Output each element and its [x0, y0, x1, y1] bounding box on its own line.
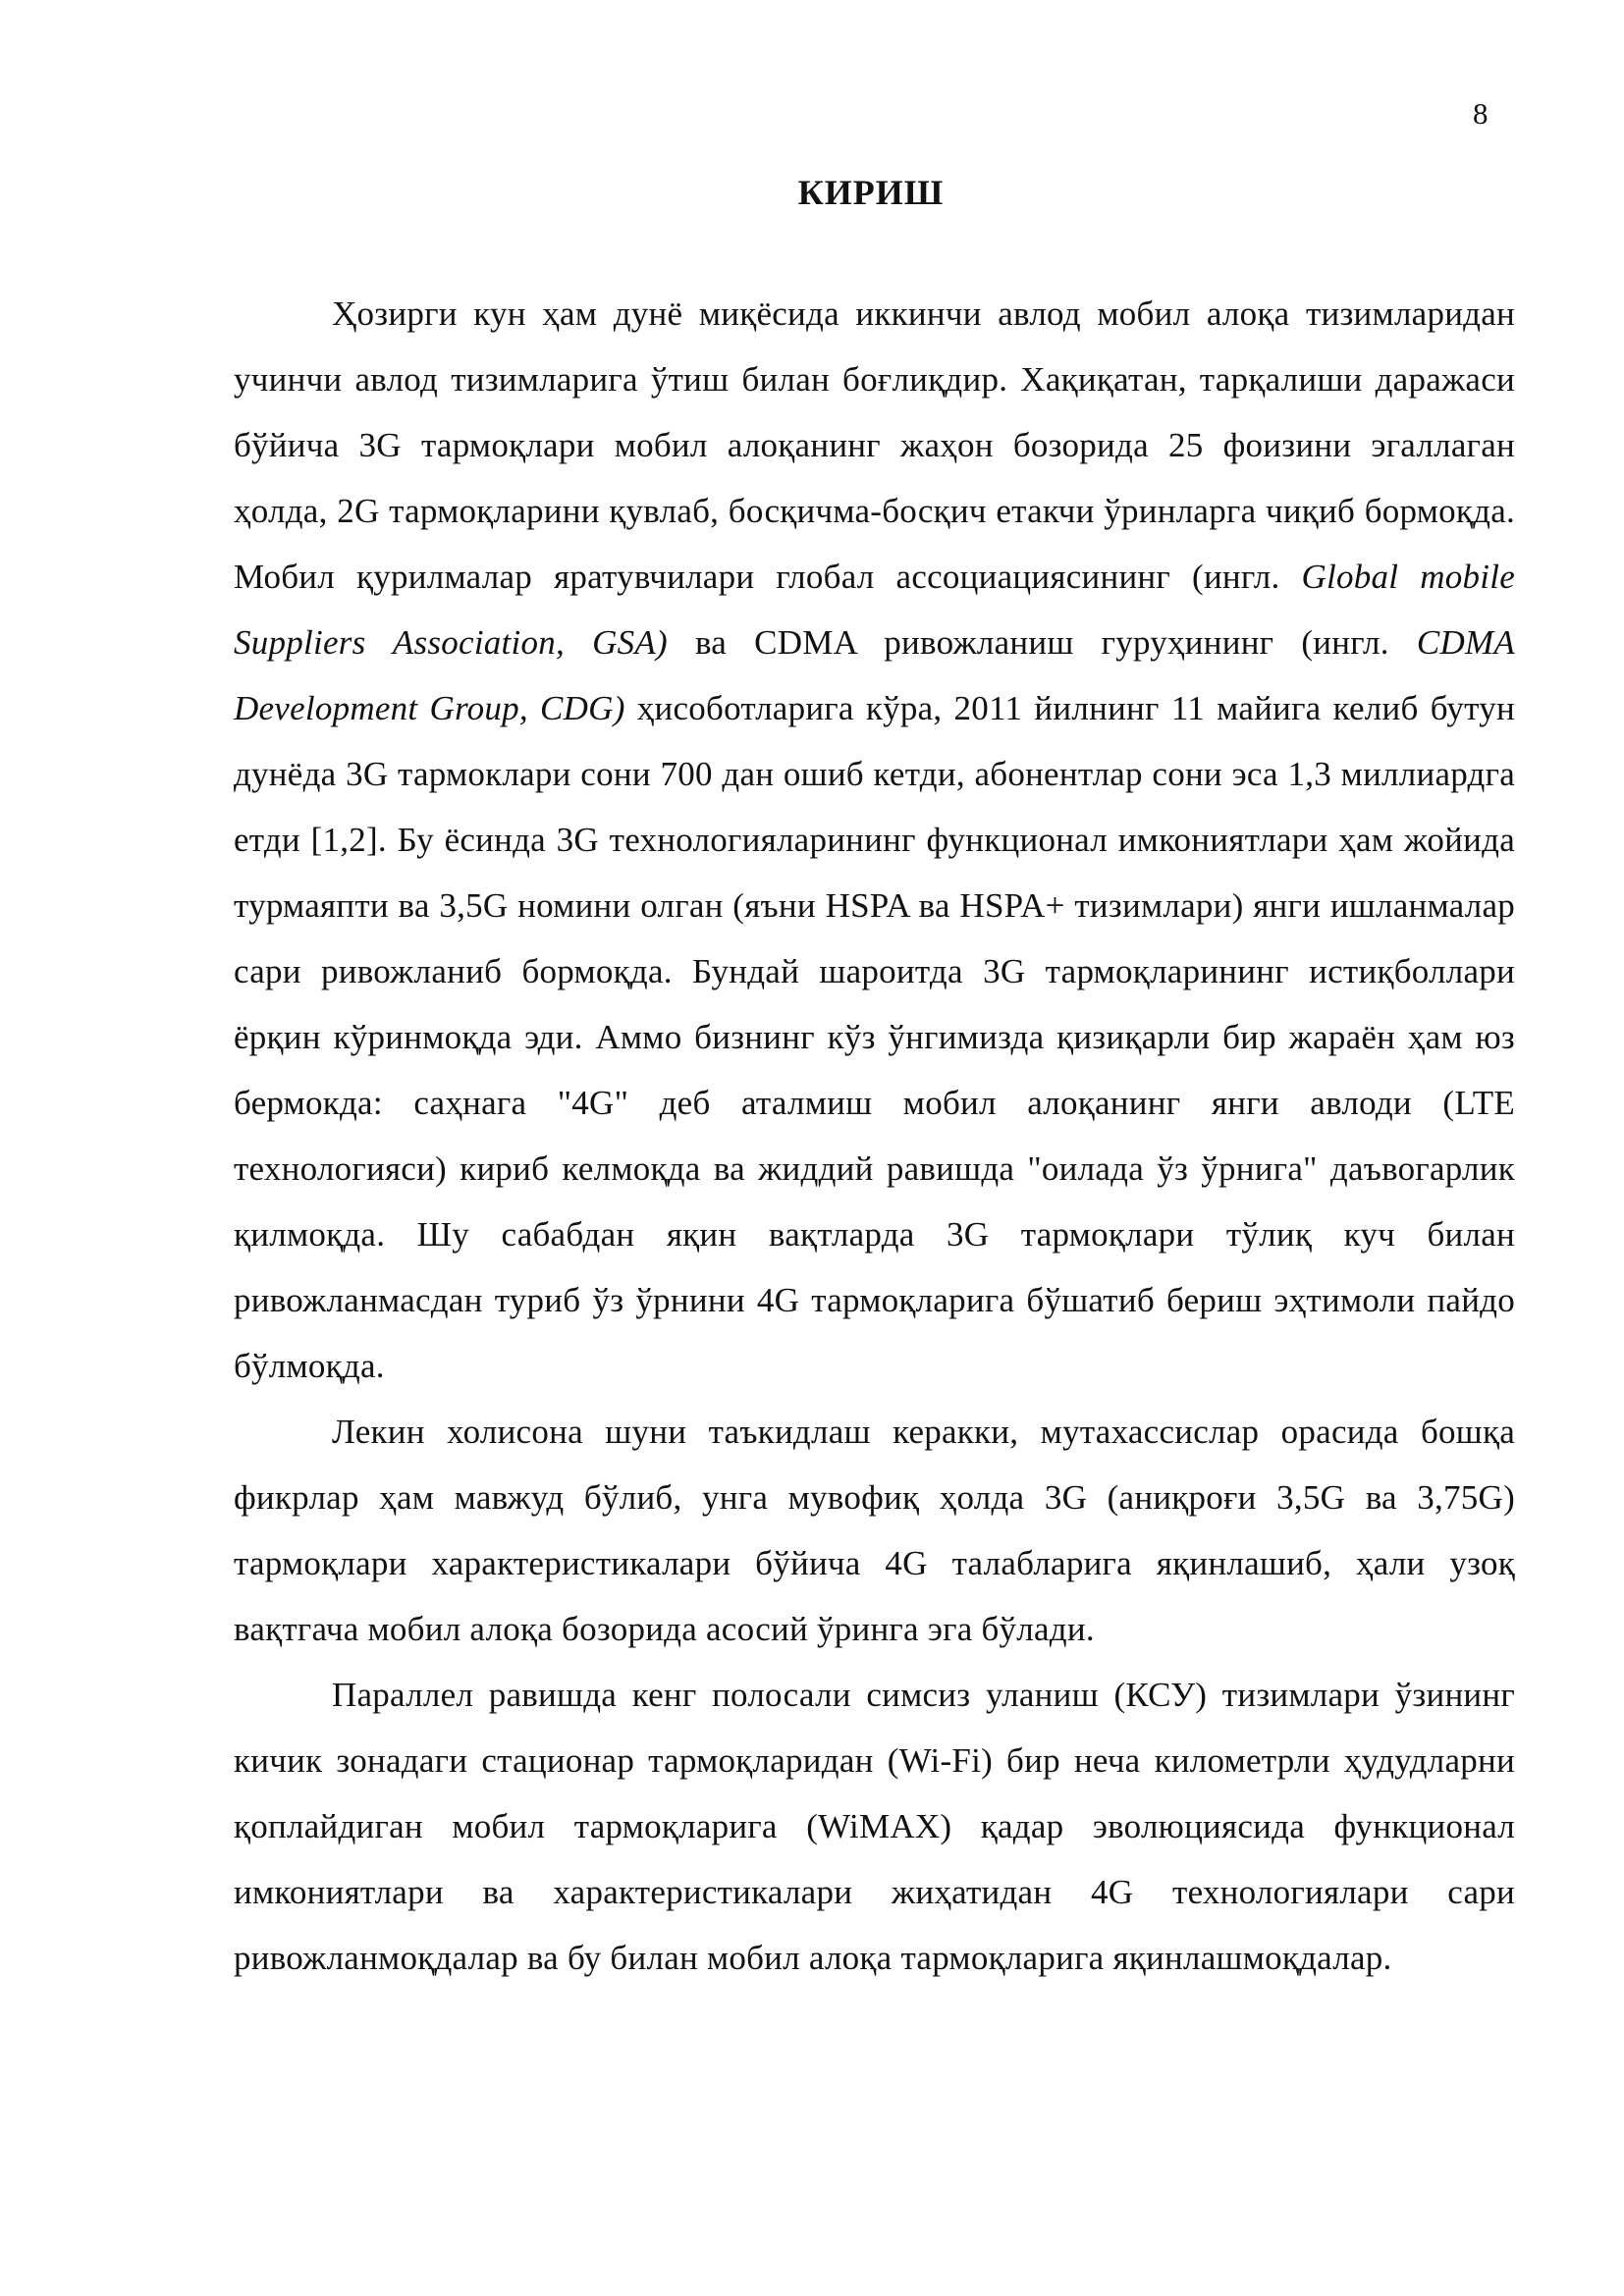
page-title: КИРИШ	[797, 173, 945, 212]
paragraph-2: Лекин холисона шуни таъкидлаш керакки, мутахассислар орасида бошқа фикрлар ҳам мавжуд бўлиб, унга мувофиқ ҳолда 3G (аниқроғи 3,5G ва 3,75G) тармоқлари характеристикалари бўйича 4G талабларига яқинлашиб, ҳали узоқ вақтгача мобил алоқа бозорида асосий ўринга эга бўлади.	[234, 1413, 1515, 1648]
paragraph-1-english-term-gsa: Global mobile Suppliers Association, GSA)	[234, 558, 1515, 662]
paragraph-3: Параллел равишда кенг полосали симсиз уланиш (КСУ) тизимлари ўзининг кичик зонадаги стационар тармоқларидан (Wi-Fi) бир неча километрли ҳудудларни қоплайдиган мобил тармоқларига (WiMAX) қадар эволюциясида функционал имкониятлари ва характеристикалари жиҳатидан 4G технологиялари сари ривожланмоқдалар ва бу билан мобил алоқа тармоқларига яқинлашмоқдалар.	[234, 1676, 1515, 1977]
paragraph-1-part-1: Ҳозирги кун ҳам дунё миқёсида иккинчи авлод мобил алоқа тизимларидан учинчи авлод тизимларига ўтиш билан боғлиқдир. Хақиқатан, тарқалиши даражаси бўйича 3G тармоқлари мобил алоқанинг жаҳон бозорида 25 фоизини эгаллаган ҳолда, 2G тармоқларини қувлаб, босқичма-босқич етакчи ўринларга чиқиб бормоқда. Мобил қурилмалар яратувчилари глобал ассоциациясининг (ингл.	[234, 294, 1515, 596]
paragraph-1-english-term-cdg: CDMA Development Group, CDG)	[234, 623, 1515, 727]
page-number: 8	[1473, 96, 1489, 131]
paragraph-1-part-2: ва CDMA ривожланиш гуруҳининг (ингл.	[667, 623, 1417, 662]
body-text	[234, 281, 1515, 1991]
paragraph-1-part-3: ҳисоботларига кўра, 2011 йилнинг 11 майига келиб бутун дунёда 3G тармоклари сони 700 дан ошиб кетди, абонентлар сони эса 1,3 миллиардга етди [1,2]. Бу ёсинда 3G технологияларининг функционал имкониятлари ҳам жойида турмаяпти ва 3,5G номини олган (яъни HSPA ва HSPA+ тизимлари) янги ишланмалар сари ривожланиб бормоқда. Бундай шароитда 3G тармоқларининг истиқболлари ёрқин кўринмоқда эди. Аммо бизнинг кўз ўнгимизда қизиқарли бир жараён ҳам юз бермокда: саҳнага "4G" деб аталмиш мобил алоқанинг янги авлоди (LTE технологияси) кириб келмоқда ва жиддий равишда "оилада ўз ўрнига" даъвогарлик қилмоқда. Шу сабабдан яқин вақтларда 3G тармоқлари тўлиқ куч билан ривожланмасдан туриб ўз ўрнини 4G тармоқларига бўшатиб бериш эҳтимоли пайдо бўлмоқда.	[234, 689, 1516, 1385]
paragraph-1	[234, 281, 1515, 1399]
